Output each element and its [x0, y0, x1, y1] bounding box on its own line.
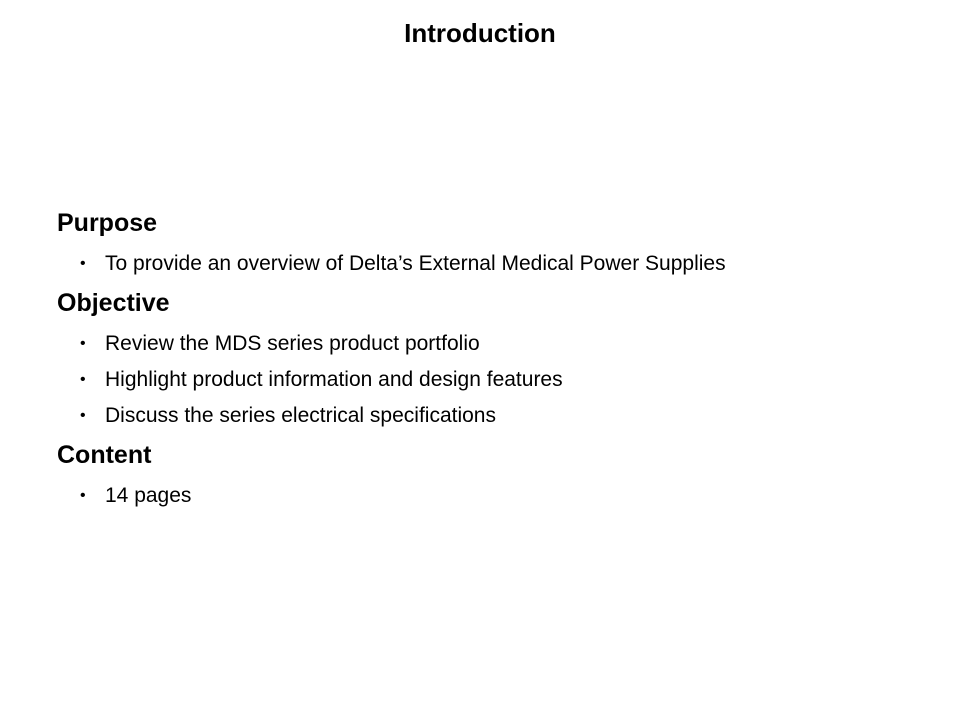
- list-item: [57, 368, 937, 392]
- section-content: [57, 438, 937, 508]
- bullet-list: [57, 484, 937, 508]
- bullet-list: [57, 332, 937, 428]
- bullet-icon: •: [80, 407, 86, 424]
- bullet-text: To provide an overview of Delta’s External Medical Power Supplies: [105, 252, 726, 275]
- bullet-list: [57, 252, 937, 276]
- section-purpose: [57, 206, 937, 276]
- slide-title: Introduction: [404, 18, 556, 48]
- bullet-icon: •: [80, 371, 86, 388]
- bullet-icon: •: [80, 255, 86, 272]
- bullet-icon: •: [80, 487, 86, 504]
- list-item: [57, 484, 937, 508]
- section-heading: Content: [57, 441, 152, 469]
- list-item: [57, 252, 937, 276]
- list-item: [57, 404, 937, 428]
- bullet-text: 14 pages: [105, 484, 192, 507]
- bullet-icon: •: [80, 335, 86, 352]
- section-heading: Purpose: [57, 209, 158, 237]
- list-item: [57, 332, 937, 356]
- section-heading: Objective: [57, 289, 170, 317]
- bullet-text: Review the MDS series product portfolio: [105, 332, 480, 355]
- section-objective: [57, 286, 937, 428]
- slide-content: [57, 206, 937, 518]
- bullet-text: Discuss the series electrical specifications: [105, 404, 496, 427]
- bullet-text: Highlight product information and design features: [105, 368, 563, 391]
